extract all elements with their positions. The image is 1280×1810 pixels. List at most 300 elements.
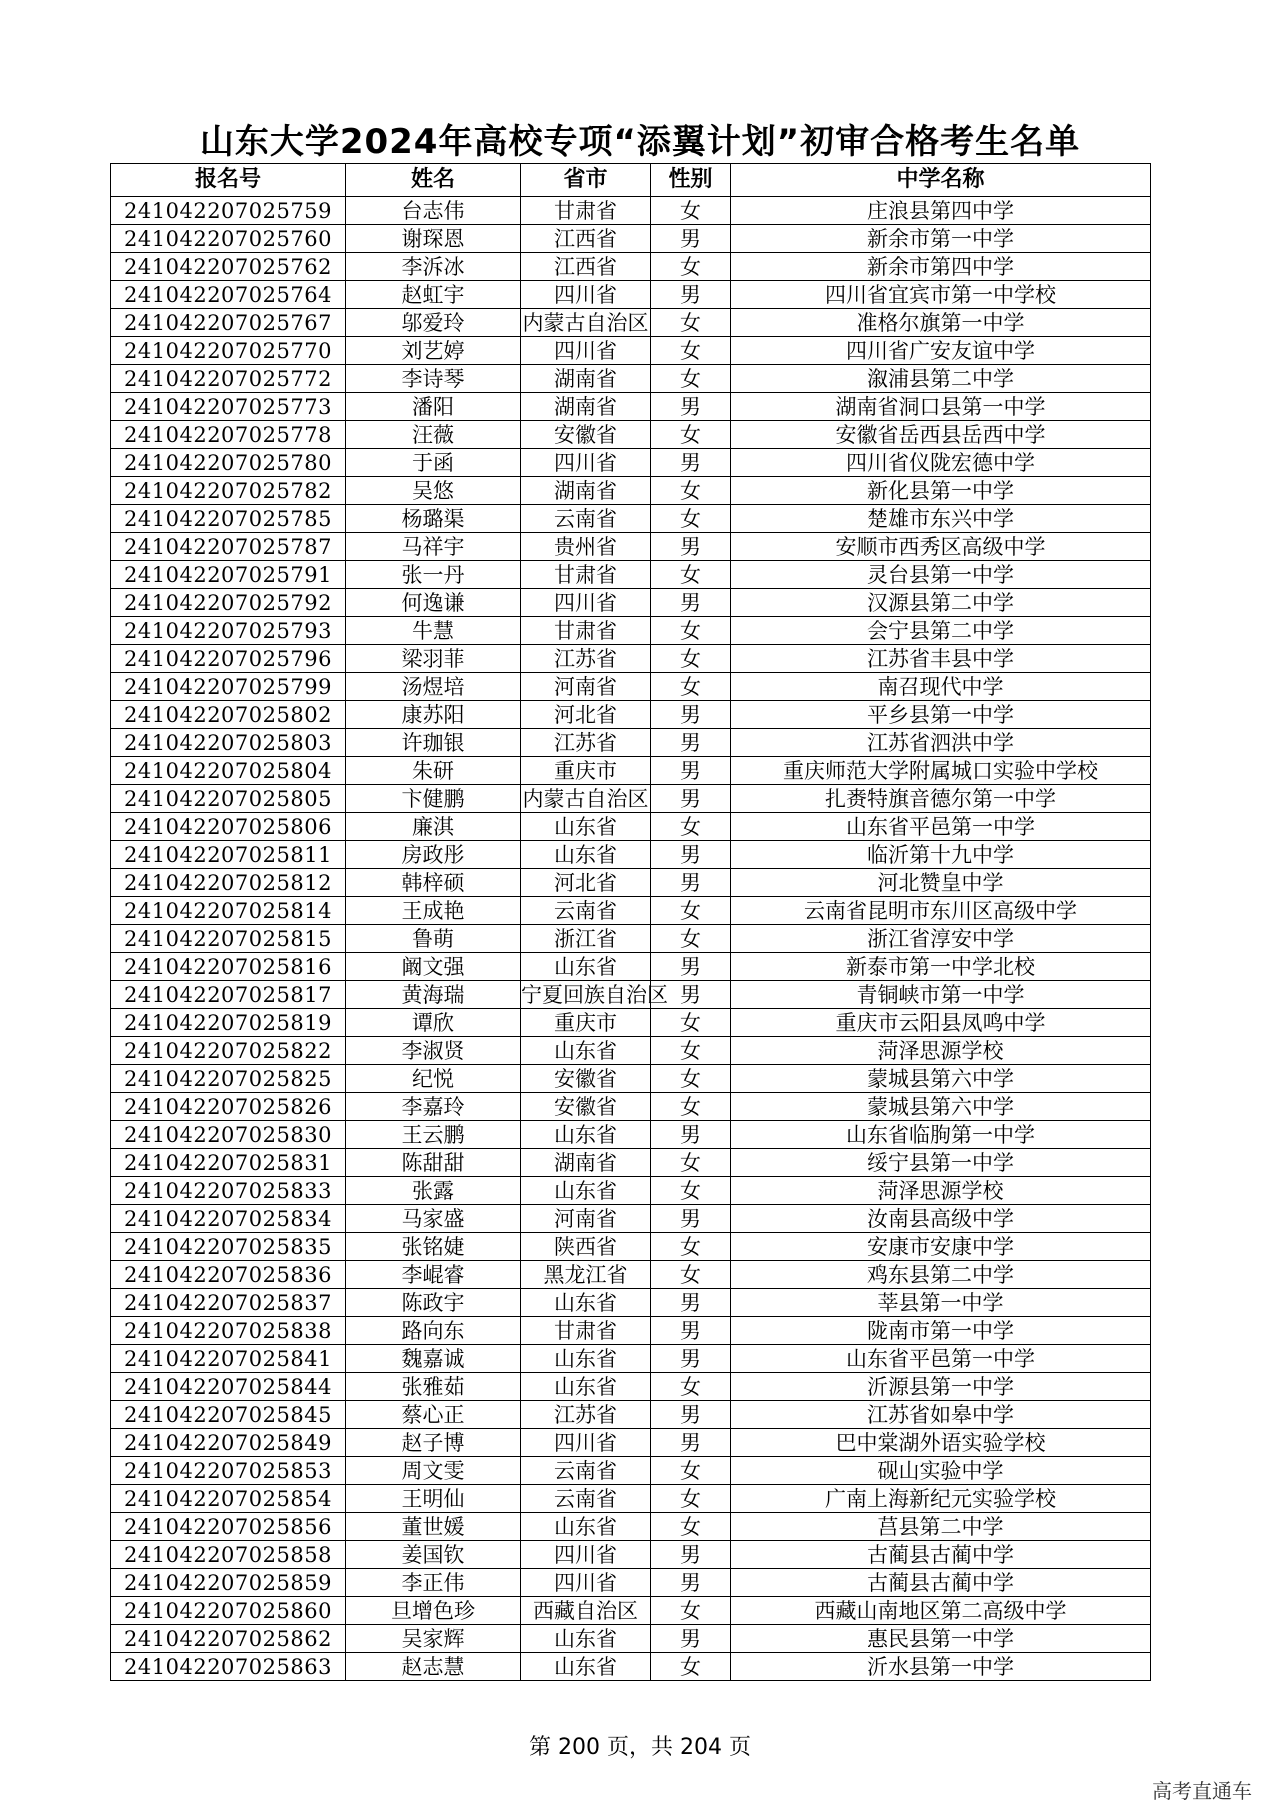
table-row [111,981,1151,1009]
name-cell: 陈政宇 [346,1289,521,1317]
registration-no-cell: 241042207025858 [111,1541,346,1569]
table-row [111,673,1151,701]
school-cell: 浙江省淳安中学 [731,925,1151,953]
province-cell: 湖南省 [521,477,651,505]
province-cell: 山东省 [521,1177,651,1205]
column-header-school: 中学名称 [731,164,1151,197]
school-cell: 菏泽思源学校 [731,1177,1151,1205]
table-row [111,1009,1151,1037]
table-row [111,1317,1151,1345]
name-cell: 张一丹 [346,561,521,589]
table-row [111,617,1151,645]
gender-cell: 女 [651,1373,731,1401]
column-header-name: 姓名 [346,164,521,197]
name-cell: 旦增色珍 [346,1597,521,1625]
registration-no-cell: 241042207025859 [111,1569,346,1597]
registration-no-cell: 241042207025814 [111,897,346,925]
registration-no-cell: 241042207025770 [111,337,346,365]
name-cell: 李嘉玲 [346,1093,521,1121]
gender-cell: 男 [651,869,731,897]
province-cell: 四川省 [521,1569,651,1597]
table-row [111,1541,1151,1569]
registration-no-cell: 241042207025835 [111,1233,346,1261]
gender-cell: 女 [651,1065,731,1093]
registration-no-cell: 241042207025838 [111,1317,346,1345]
table-row [111,421,1151,449]
name-cell: 潘阳 [346,393,521,421]
school-cell: 江苏省泗洪中学 [731,729,1151,757]
province-cell: 陕西省 [521,1233,651,1261]
province-cell: 江西省 [521,253,651,281]
province-cell: 四川省 [521,1429,651,1457]
school-cell: 蒙城县第六中学 [731,1093,1151,1121]
name-cell: 黄海瑞 [346,981,521,1009]
school-cell: 安徽省岳西县岳西中学 [731,421,1151,449]
name-cell: 汤煜培 [346,673,521,701]
province-cell: 重庆市 [521,1009,651,1037]
registration-no-cell: 241042207025853 [111,1457,346,1485]
school-cell: 山东省临朐第一中学 [731,1121,1151,1149]
table-row [111,1345,1151,1373]
table-row [111,925,1151,953]
registration-no-cell: 241042207025833 [111,1177,346,1205]
gender-cell: 男 [651,981,731,1009]
table-row [111,1149,1151,1177]
gender-cell: 女 [651,1233,731,1261]
province-cell: 山东省 [521,1121,651,1149]
registration-no-cell: 241042207025862 [111,1625,346,1653]
registration-no-cell: 241042207025792 [111,589,346,617]
table-row [111,701,1151,729]
name-cell: 魏嘉诚 [346,1345,521,1373]
registration-no-cell: 241042207025780 [111,449,346,477]
school-cell: 江苏省丰县中学 [731,645,1151,673]
province-cell: 山东省 [521,1653,651,1681]
table-row [111,253,1151,281]
gender-cell: 男 [651,1205,731,1233]
registration-no-cell: 241042207025830 [111,1121,346,1149]
name-cell: 蔡心正 [346,1401,521,1429]
name-cell: 赵志慧 [346,1653,521,1681]
registration-no-cell: 241042207025831 [111,1149,346,1177]
name-cell: 廉淇 [346,813,521,841]
name-cell: 邬爱玲 [346,309,521,337]
province-cell: 四川省 [521,281,651,309]
name-cell: 张雅茹 [346,1373,521,1401]
gender-cell: 女 [651,673,731,701]
table-row [111,309,1151,337]
registration-no-cell: 241042207025764 [111,281,346,309]
table-row [111,1289,1151,1317]
school-cell: 溆浦县第二中学 [731,365,1151,393]
table-row [111,589,1151,617]
gender-cell: 男 [651,449,731,477]
registration-no-cell: 241042207025785 [111,505,346,533]
registration-no-cell: 241042207025796 [111,645,346,673]
school-cell: 重庆师范大学附属城口实验中学校 [731,757,1151,785]
gender-cell: 女 [651,925,731,953]
school-cell: 山东省平邑第一中学 [731,813,1151,841]
school-cell: 新余市第四中学 [731,253,1151,281]
province-cell: 江苏省 [521,1401,651,1429]
school-cell: 四川省广安友谊中学 [731,337,1151,365]
province-cell: 山东省 [521,1513,651,1541]
watermark-text: 高考直通车 [1152,1779,1252,1803]
province-cell: 安徽省 [521,1065,651,1093]
gender-cell: 女 [651,505,731,533]
registration-no-cell: 241042207025825 [111,1065,346,1093]
name-cell: 纪悦 [346,1065,521,1093]
province-cell: 浙江省 [521,925,651,953]
registration-no-cell: 241042207025759 [111,197,346,225]
school-cell: 安康市安康中学 [731,1233,1151,1261]
school-cell: 楚雄市东兴中学 [731,505,1151,533]
registration-no-cell: 241042207025836 [111,1261,346,1289]
school-cell: 云南省昆明市东川区高级中学 [731,897,1151,925]
name-cell: 吴家辉 [346,1625,521,1653]
school-cell: 巴中棠湖外语实验学校 [731,1429,1151,1457]
table-row [111,449,1151,477]
gender-cell: 男 [651,1121,731,1149]
province-cell: 山东省 [521,841,651,869]
registration-no-cell: 241042207025816 [111,953,346,981]
name-cell: 王明仙 [346,1485,521,1513]
province-cell: 云南省 [521,897,651,925]
table-row [111,729,1151,757]
name-cell: 许珈银 [346,729,521,757]
table-row [111,281,1151,309]
province-cell: 江西省 [521,225,651,253]
gender-cell: 女 [651,1653,731,1681]
name-cell: 杨璐渠 [346,505,521,533]
name-cell: 康苏阳 [346,701,521,729]
column-header-province: 省市 [521,164,651,197]
registration-no-cell: 241042207025806 [111,813,346,841]
name-cell: 房政彤 [346,841,521,869]
name-cell: 周文雯 [346,1457,521,1485]
gender-cell: 女 [651,1261,731,1289]
school-cell: 河北赞皇中学 [731,869,1151,897]
province-cell: 甘肃省 [521,617,651,645]
school-cell: 平乡县第一中学 [731,701,1151,729]
table-row [111,841,1151,869]
registration-no-cell: 241042207025767 [111,309,346,337]
gender-cell: 男 [651,757,731,785]
name-cell: 姜国钦 [346,1541,521,1569]
registration-no-cell: 241042207025803 [111,729,346,757]
table-row [111,393,1151,421]
column-header-gender: 性别 [651,164,731,197]
table-row [111,785,1151,813]
table-row [111,1653,1151,1681]
province-cell: 四川省 [521,337,651,365]
gender-cell: 女 [651,309,731,337]
province-cell: 黑龙江省 [521,1261,651,1289]
province-cell: 山东省 [521,1373,651,1401]
province-cell: 重庆市 [521,757,651,785]
province-cell: 江苏省 [521,645,651,673]
table-row [111,505,1151,533]
school-cell: 新化县第一中学 [731,477,1151,505]
school-cell: 莒县第二中学 [731,1513,1151,1541]
province-cell: 湖南省 [521,365,651,393]
registration-no-cell: 241042207025811 [111,841,346,869]
name-cell: 谭欣 [346,1009,521,1037]
table-row [111,813,1151,841]
gender-cell: 男 [651,533,731,561]
name-cell: 何逸谦 [346,589,521,617]
table-row [111,1597,1151,1625]
registration-no-cell: 241042207025854 [111,1485,346,1513]
school-cell: 南召现代中学 [731,673,1151,701]
province-cell: 甘肃省 [521,561,651,589]
school-cell: 砚山实验中学 [731,1457,1151,1485]
gender-cell: 男 [651,729,731,757]
table-row [111,1093,1151,1121]
table-header-row [111,164,1151,197]
table-body [111,197,1151,1681]
school-cell: 灵台县第一中学 [731,561,1151,589]
registration-no-cell: 241042207025787 [111,533,346,561]
gender-cell: 男 [651,953,731,981]
name-cell: 阚文强 [346,953,521,981]
name-cell: 汪薇 [346,421,521,449]
province-cell: 湖南省 [521,1149,651,1177]
province-cell: 河南省 [521,673,651,701]
school-cell: 准格尔旗第一中学 [731,309,1151,337]
name-cell: 李淑贤 [346,1037,521,1065]
gender-cell: 女 [651,337,731,365]
province-cell: 安徽省 [521,1093,651,1121]
school-cell: 湖南省洞口县第一中学 [731,393,1151,421]
gender-cell: 女 [651,1457,731,1485]
name-cell: 张铭婕 [346,1233,521,1261]
province-cell: 湖南省 [521,393,651,421]
province-cell: 西藏自治区 [521,1597,651,1625]
registration-no-cell: 241042207025762 [111,253,346,281]
gender-cell: 男 [651,393,731,421]
registration-no-cell: 241042207025815 [111,925,346,953]
registration-no-cell: 241042207025822 [111,1037,346,1065]
gender-cell: 男 [651,785,731,813]
gender-cell: 女 [651,1513,731,1541]
school-cell: 惠民县第一中学 [731,1625,1151,1653]
gender-cell: 男 [651,1429,731,1457]
gender-cell: 男 [651,1401,731,1429]
name-cell: 牛慧 [346,617,521,645]
school-cell: 菏泽思源学校 [731,1037,1151,1065]
table-row [111,337,1151,365]
name-cell: 赵子博 [346,1429,521,1457]
gender-cell: 女 [651,197,731,225]
gender-cell: 男 [651,1317,731,1345]
gender-cell: 女 [651,253,731,281]
gender-cell: 男 [651,225,731,253]
table-row [111,1625,1151,1653]
registration-no-cell: 241042207025819 [111,1009,346,1037]
school-cell: 绥宁县第一中学 [731,1149,1151,1177]
name-cell: 李诗琴 [346,365,521,393]
name-cell: 卞健鹏 [346,785,521,813]
table-row [111,561,1151,589]
table-row [111,1037,1151,1065]
school-cell: 庄浪县第四中学 [731,197,1151,225]
table-row [111,197,1151,225]
province-cell: 云南省 [521,1457,651,1485]
table-row [111,1401,1151,1429]
province-cell: 山东省 [521,1289,651,1317]
school-cell: 蒙城县第六中学 [731,1065,1151,1093]
name-cell: 刘艺婷 [346,337,521,365]
name-cell: 梁羽菲 [346,645,521,673]
gender-cell: 女 [651,365,731,393]
school-cell: 江苏省如皋中学 [731,1401,1151,1429]
name-cell: 李崐睿 [346,1261,521,1289]
school-cell: 古蔺县古蔺中学 [731,1569,1151,1597]
registration-no-cell: 241042207025849 [111,1429,346,1457]
gender-cell: 男 [651,1345,731,1373]
gender-cell: 男 [651,589,731,617]
registration-no-cell: 241042207025760 [111,225,346,253]
province-cell: 安徽省 [521,421,651,449]
gender-cell: 女 [651,645,731,673]
school-cell: 新余市第一中学 [731,225,1151,253]
page-title: 山东大学2024年高校专项“添翼计划”初审合格考生名单 [199,122,1081,162]
school-cell: 新泰市第一中学北校 [731,953,1151,981]
province-cell: 河北省 [521,701,651,729]
table-row [111,477,1151,505]
school-cell: 广南上海新纪元实验学校 [731,1485,1151,1513]
table-row [111,869,1151,897]
table-row [111,1233,1151,1261]
registration-no-cell: 241042207025802 [111,701,346,729]
province-cell: 四川省 [521,449,651,477]
registration-no-cell: 241042207025837 [111,1289,346,1317]
province-cell: 甘肃省 [521,197,651,225]
province-cell: 山东省 [521,1037,651,1065]
gender-cell: 女 [651,897,731,925]
school-cell: 西藏山南地区第二高级中学 [731,1597,1151,1625]
table-row [111,1065,1151,1093]
registration-no-cell: 241042207025860 [111,1597,346,1625]
table-row [111,953,1151,981]
gender-cell: 男 [651,1569,731,1597]
province-cell: 四川省 [521,1541,651,1569]
registration-no-cell: 241042207025845 [111,1401,346,1429]
registration-no-cell: 241042207025793 [111,617,346,645]
school-cell: 莘县第一中学 [731,1289,1151,1317]
name-cell: 董世媛 [346,1513,521,1541]
registration-no-cell: 241042207025778 [111,421,346,449]
name-cell: 鲁萌 [346,925,521,953]
registration-no-cell: 241042207025772 [111,365,346,393]
name-cell: 王云鹏 [346,1121,521,1149]
table-row [111,1485,1151,1513]
school-cell: 汉源县第二中学 [731,589,1151,617]
registration-no-cell: 241042207025805 [111,785,346,813]
school-cell: 汝南县高级中学 [731,1205,1151,1233]
table-row [111,1513,1151,1541]
name-cell: 王成艳 [346,897,521,925]
registration-no-cell: 241042207025826 [111,1093,346,1121]
registration-no-cell: 241042207025799 [111,673,346,701]
table-row [111,897,1151,925]
registration-no-cell: 241042207025841 [111,1345,346,1373]
gender-cell: 男 [651,1541,731,1569]
table-row [111,1261,1151,1289]
name-cell: 马家盛 [346,1205,521,1233]
registration-no-cell: 241042207025834 [111,1205,346,1233]
table-row [111,1429,1151,1457]
registration-no-cell: 241042207025782 [111,477,346,505]
province-cell: 江苏省 [521,729,651,757]
gender-cell: 女 [651,1597,731,1625]
school-cell: 沂源县第一中学 [731,1373,1151,1401]
name-cell: 李泝冰 [346,253,521,281]
table-row [111,533,1151,561]
table-row [111,1121,1151,1149]
province-cell: 贵州省 [521,533,651,561]
registration-no-cell: 241042207025817 [111,981,346,1009]
province-cell: 河北省 [521,869,651,897]
table-row [111,365,1151,393]
name-cell: 台志伟 [346,197,521,225]
gender-cell: 女 [651,1149,731,1177]
gender-cell: 女 [651,617,731,645]
gender-cell: 女 [651,421,731,449]
province-cell: 甘肃省 [521,1317,651,1345]
name-cell: 李正伟 [346,1569,521,1597]
gender-cell: 男 [651,701,731,729]
table-row [111,757,1151,785]
registration-no-cell: 241042207025791 [111,561,346,589]
table-row [111,645,1151,673]
name-cell: 马祥宇 [346,533,521,561]
name-cell: 赵虹宇 [346,281,521,309]
school-cell: 山东省平邑第一中学 [731,1345,1151,1373]
name-cell: 路向东 [346,1317,521,1345]
province-cell: 山东省 [521,813,651,841]
school-cell: 陇南市第一中学 [731,1317,1151,1345]
gender-cell: 男 [651,281,731,309]
name-cell: 于函 [346,449,521,477]
school-cell: 四川省仪陇宏德中学 [731,449,1151,477]
registration-no-cell: 241042207025804 [111,757,346,785]
school-cell: 四川省宜宾市第一中学校 [731,281,1151,309]
province-cell: 山东省 [521,1625,651,1653]
gender-cell: 女 [651,1177,731,1205]
province-cell: 云南省 [521,505,651,533]
table-row [111,1457,1151,1485]
name-cell: 张露 [346,1177,521,1205]
name-cell: 吴悠 [346,477,521,505]
candidate-table [110,163,1151,1681]
gender-cell: 男 [651,841,731,869]
table-row [111,1205,1151,1233]
table-row [111,1569,1151,1597]
page-footer: 第 200 页，共 204 页 [529,1735,751,1760]
province-cell: 山东省 [521,953,651,981]
province-cell: 河南省 [521,1205,651,1233]
name-cell: 朱研 [346,757,521,785]
gender-cell: 女 [651,561,731,589]
province-cell: 山东省 [521,1345,651,1373]
table-row [111,225,1151,253]
school-cell: 青铜峡市第一中学 [731,981,1151,1009]
registration-no-cell: 241042207025844 [111,1373,346,1401]
gender-cell: 女 [651,1093,731,1121]
gender-cell: 男 [651,1289,731,1317]
